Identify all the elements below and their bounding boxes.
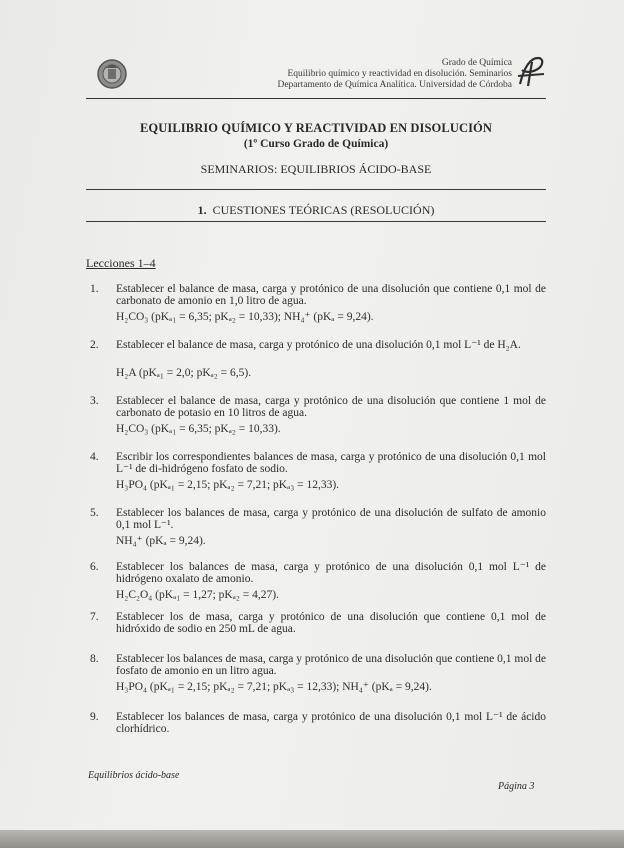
question-number: 9. [90, 711, 99, 723]
question-constants: H₃PO₄ (pKₐ₁ = 2,15; pKₐ₂ = 7,21; pKₐ₃ = 12,33). [116, 479, 340, 491]
question-text: Establecer el balance de masa, carga y protónico de una disolución que contiene 0,1 mol de carbonato de amonio en 1,0 litro de agua. [116, 283, 546, 308]
question-number: 4. [90, 451, 99, 463]
header-text [277, 58, 512, 91]
header-line-course: Equilibrio químico y reactividad en disolución. Seminarios [287, 69, 512, 79]
department-logo-icon [514, 54, 548, 90]
question-number: 5. [90, 507, 99, 519]
question-number: 7. [90, 611, 99, 623]
question-number: 2. [90, 339, 99, 351]
title-divider-bottom [86, 221, 546, 222]
seminar-title: SEMINARIOS: EQUILIBRIOS ÁCIDO-BASE [200, 162, 432, 176]
question-text: Establecer los balances de masa, carga y protónico de una disolución de sulfato de amonio 0,1 mol L⁻¹. [116, 507, 546, 532]
question-constants: H₃PO₄ (pKₐ₁ = 2,15; pKₐ₂ = 7,21; pKₐ₃ = 12,33); NH₄⁺ (pKₐ = 9,24). [116, 681, 432, 693]
question-number: 8. [90, 653, 99, 665]
question-constants: H₂A (pKₐ₁ = 2,0; pKₐ₂ = 6,5). [116, 367, 252, 379]
document-title [86, 121, 546, 150]
page-edge-shadow [0, 830, 624, 848]
title-divider-top [86, 189, 546, 190]
question-text: Establecer el balance de masa, carga y protónico de una disolución que contiene 1 mol de carbonato de potasio en 10 litros de agua. [116, 395, 546, 420]
header-line-department: Departamento de Química Analítica. Universidad de Córdoba [277, 80, 512, 90]
page-number: Página 3 [498, 781, 535, 792]
question-text: Escribir los correspondientes balances de masa, carga y protónico de una disolución 0,1 mol L⁻¹ de di-hidrógeno fosfato de sodio. [116, 451, 546, 476]
question-constants: NH₄⁺ (pKₐ = 9,24). [116, 535, 206, 547]
question-constants: H₂CO₃ (pKₐ₁ = 6,35; pKₐ₂ = 10,33). [116, 423, 281, 435]
page-header [86, 52, 548, 102]
question-text: Establecer los balances de masa, carga y protónico de una disolución que contiene 0,1 mol de fosfato de amonio en un litro agua. [116, 653, 546, 678]
section-number: 1. [197, 203, 207, 217]
university-seal-icon [96, 58, 128, 90]
question-text: Establecer los balances de masa, carga y protónico de una disolución 0,1 mol L⁻¹ de ácido clorhídrico. [116, 711, 546, 736]
question-constants: H₂C₂O₄ (pKₐ₁ = 1,27; pKₐ₂ = 4,27). [116, 589, 279, 601]
question-number: 1. [90, 283, 99, 295]
question-text: Establecer los balances de masa, carga y protónico de una disolución 0,1 mol L⁻¹ de hidrógeno oxalato de amonio. [116, 561, 546, 586]
question-text: Establecer el balance de masa, carga y protónico de una disolución 0,1 mol L⁻¹ de H₂A. [116, 339, 521, 351]
section-title: CUESTIONES TEÓRICAS (RESOLUCIÓN) [212, 203, 435, 217]
title-main: EQUILIBRIO QUÍMICO Y REACTIVIDAD EN DISOLUCIÓN [140, 121, 492, 135]
section-heading [86, 203, 546, 218]
question-text: Establecer los de masa, carga y protónico de una disolución que contiene 0,1 mol de hidróxido de sodio en 250 mL de agua. [116, 611, 546, 636]
question-number: 6. [90, 561, 99, 573]
lessons-label: Lecciones 1–4 [86, 256, 156, 270]
question-number: 3. [90, 395, 99, 407]
header-divider [86, 98, 546, 99]
question-constants: H₂CO₃ (pKₐ₁ = 6,35; pKₐ₂ = 10,33); NH₄⁺ (pKₐ = 9,24). [116, 311, 374, 323]
title-course: (1º Curso Grado de Química) [243, 138, 389, 150]
header-line-degree: Grado de Química [441, 58, 512, 68]
footer-title: Equilibrios ácido-base [88, 770, 180, 781]
